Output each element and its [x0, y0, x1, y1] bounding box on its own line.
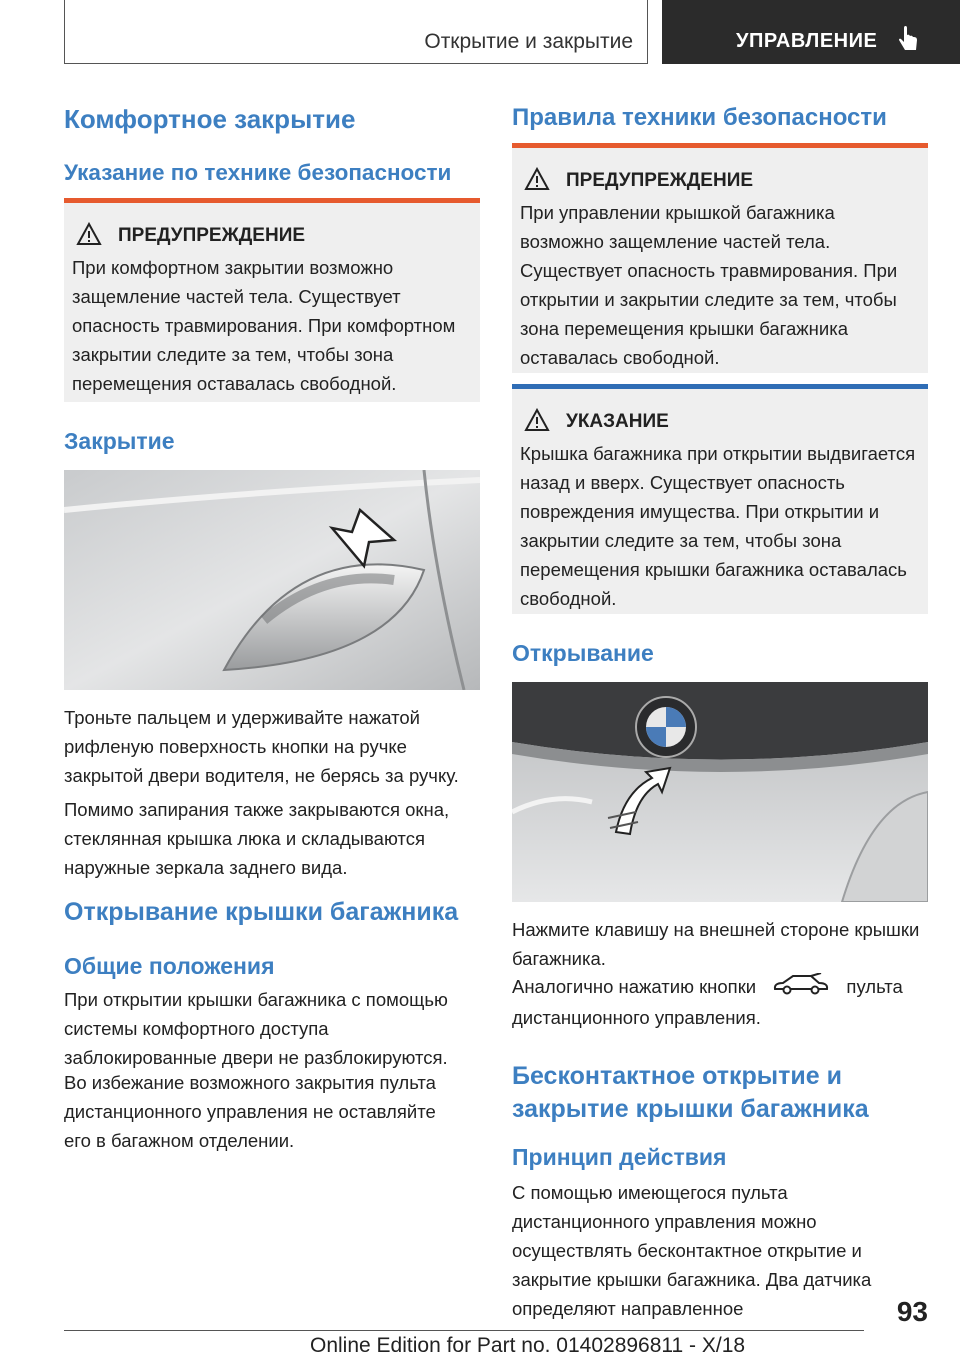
comfort-closing-warning-box [64, 198, 480, 402]
header-section-box [64, 0, 648, 64]
safety-rules-title: Правила техники безопасности [512, 104, 887, 131]
trunk-warning-box [512, 143, 928, 373]
notice-title: УКАЗАНИЕ [566, 411, 669, 432]
warning-text: При управлении крышкой багажника возможно защемление частей тела. Существует опасность травмирования. При открытии и закрытии следите за тем, чтобы зона перемещения крышки багажника оставалась свободной. [520, 202, 898, 368]
general-paragraph-2: Во избежание возможного закрытия пульта дистанционного управления не оставляйте его в багажном отделении. [64, 1072, 436, 1151]
opening-paragraph-1: Нажмите клавишу на внешней стороне крышки багажника. [512, 919, 920, 969]
door-handle-image [64, 470, 480, 690]
opening-paragraph-2-start: Аналогично нажатию кнопки [512, 976, 757, 997]
trunk-opening-title: Открывание крышки багажника [64, 898, 459, 926]
car-trunk-icon [771, 973, 831, 1003]
page-number: 93 [896, 1296, 928, 1327]
warning-title: ПРЕДУПРЕЖДЕНИЕ [566, 170, 754, 191]
notice-text: Крышка багажника при открытии выдвигается назад и вверх. Существует опасность повреждения имущества. При открытии и закрытии следите за тем, чтобы зона перемещения крышки багажника оставалась свободной. [520, 443, 916, 609]
header-section-title: Открытие и закрытие [424, 30, 633, 53]
principle-paragraph: С помощью имеющегося пульта дистанционного управления можно осуществлять бесконтактное открытие и закрытие крышки багажника. Два датчика определяют направленное [512, 1182, 872, 1319]
opening-heading: Открывание [512, 640, 654, 666]
principle-heading: Принцип действия [512, 1144, 727, 1170]
footer-edition: Online Edition for Part no. 01402896811 - X/18 [310, 1334, 746, 1357]
safety-note-heading: Указание по технике безопасности [64, 160, 452, 185]
contactless-title: Бесконтактное открытие и закрытие крышки багажника [512, 1062, 869, 1123]
opening-paragraph-2 [512, 972, 928, 1032]
closing-paragraph-1: Троньте пальцем и удерживайте нажатой рифленую поверхность кнопки на ручке закрытой двери водителя, не берясь за ручку. [64, 707, 459, 786]
footer-divider [64, 1330, 864, 1331]
general-heading: Общие положения [64, 953, 275, 979]
trunk-button-image [512, 682, 928, 902]
general-paragraph-1: При открытии крышки багажника с помощью системы комфортного доступа заблокированные двери не разблокируются. [64, 989, 448, 1068]
closing-heading: Закрытие [64, 428, 175, 454]
comfort-closing-title: Комфортное закрытие [64, 104, 356, 134]
warning-triangle-icon [524, 167, 550, 197]
hand-pointer-icon [896, 26, 920, 59]
warning-title: ПРЕДУПРЕЖДЕНИЕ [118, 225, 306, 246]
header-chapter-title: УПРАВЛЕНИЕ [736, 30, 878, 52]
opening-paragraph-2-end: пульта дистанционного управления. [512, 976, 903, 1029]
warning-triangle-icon [524, 408, 550, 438]
closing-paragraph-2: Помимо запирания также закрываются окна, стеклянная крышка люка и складываются наружные зеркала заднего вида. [64, 799, 450, 878]
header-chapter-box [662, 0, 960, 64]
warning-text: При комфортном закрытии возможно защемление частей тела. Существует опасность травмирования. При комфортном закрытии следите за тем, чтобы зона перемещения оставалась свободной. [72, 257, 456, 394]
trunk-notice-box [512, 384, 928, 614]
warning-triangle-icon [76, 222, 102, 252]
